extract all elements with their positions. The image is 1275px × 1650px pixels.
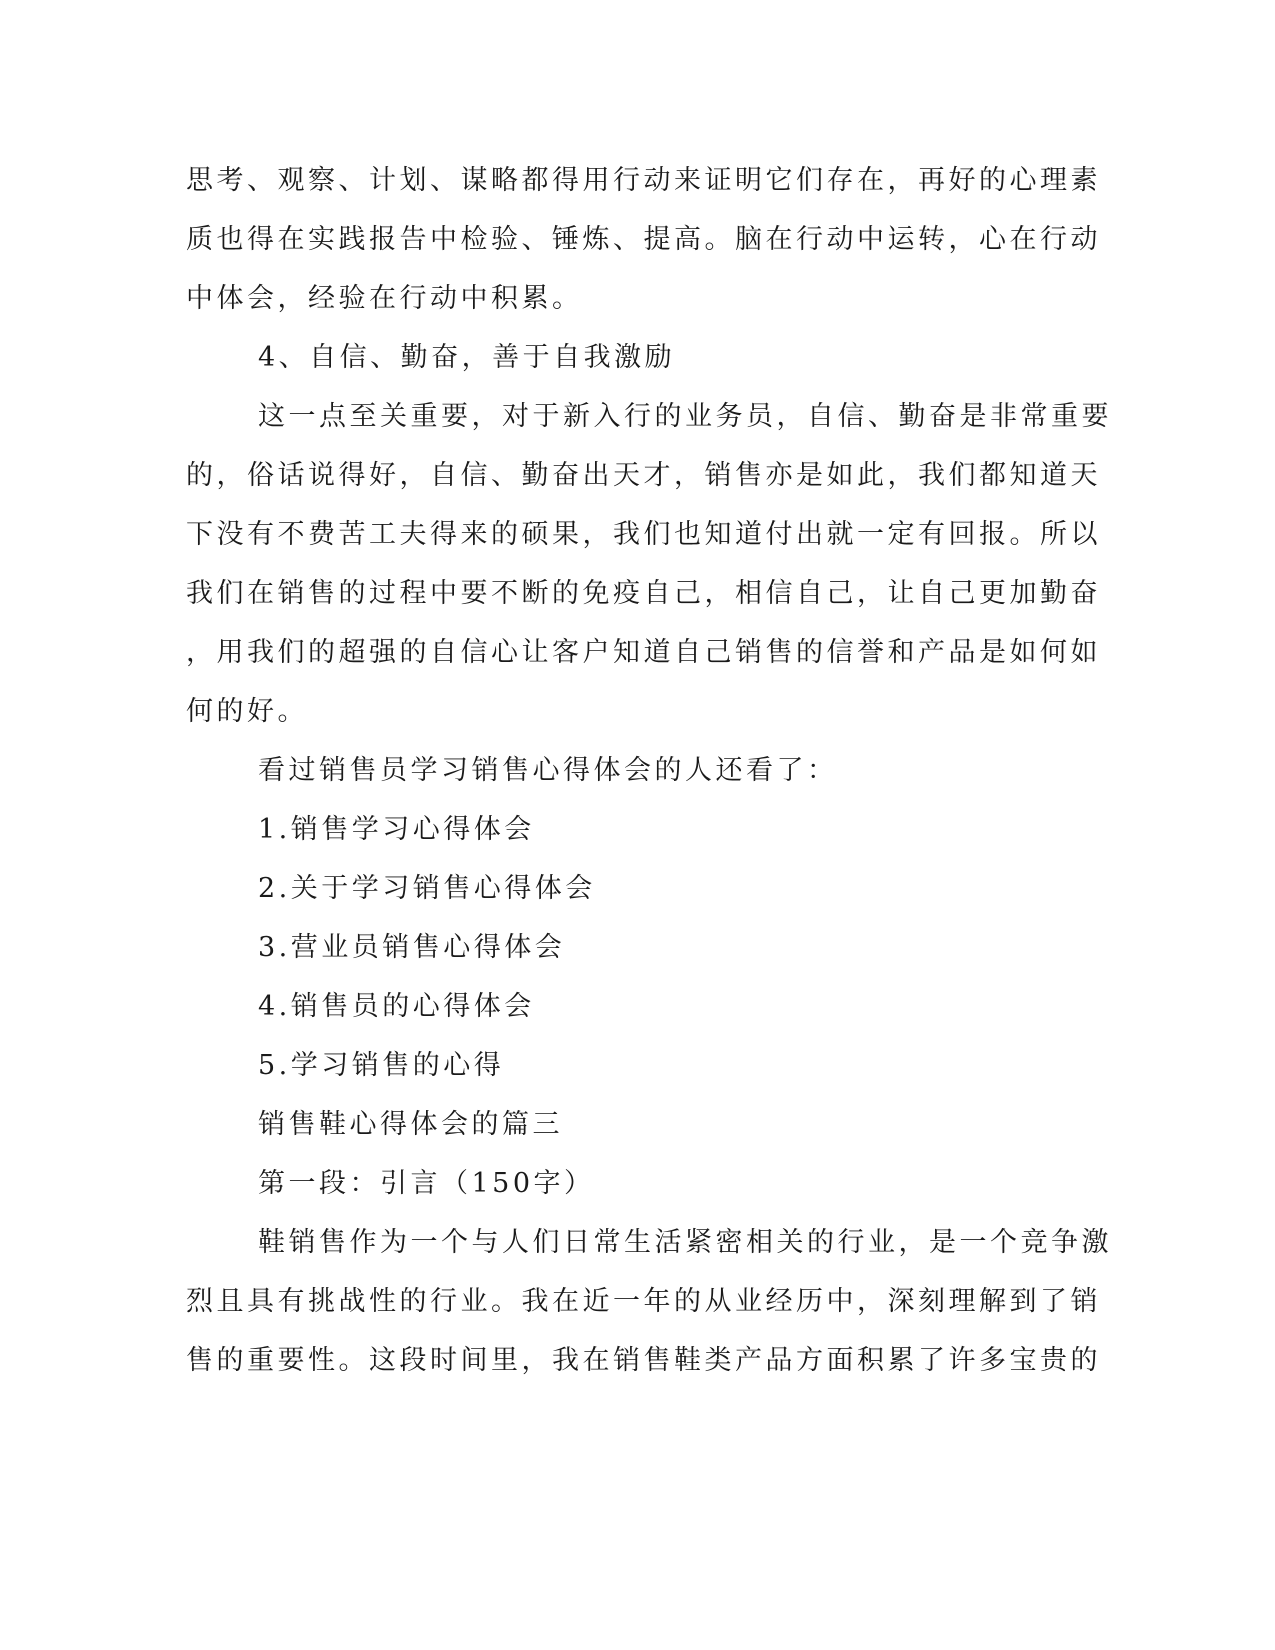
paragraph-line: 售的重要性。这段时间里，我在销售鞋类产品方面积累了许多宝贵的 bbox=[186, 1345, 1101, 1376]
paragraph-line: 质也得在实践报告中检验、锤炼、提高。脑在行动中运转，心在行动 bbox=[186, 224, 1101, 255]
paragraph-line: 这一点至关重要，对于新入行的业务员，自信、勤奋是非常重要 bbox=[258, 401, 1112, 432]
related-link[interactable]: 4.销售员的心得体会 bbox=[258, 991, 535, 1022]
related-link[interactable]: 5.学习销售的心得 bbox=[258, 1050, 505, 1081]
paragraph-line: 烈且具有挑战性的行业。我在近一年的从业经历中，深刻理解到了销 bbox=[186, 1286, 1101, 1317]
paragraph-line: 的，俗话说得好，自信、勤奋出天才，销售亦是如此，我们都知道天 bbox=[186, 460, 1101, 491]
paragraph-line: 思考、观察、计划、谋略都得用行动来证明它们存在，再好的心理素 bbox=[186, 165, 1101, 196]
section-heading: 第一段：引言（150字） bbox=[258, 1168, 595, 1199]
paragraph-line: 何的好。 bbox=[186, 696, 308, 727]
paragraph-line: ，用我们的超强的自信心让客户知道自己销售的信誉和产品是如何如 bbox=[186, 637, 1101, 668]
related-link[interactable]: 1.销售学习心得体会 bbox=[258, 814, 535, 845]
paragraph-line: 我们在销售的过程中要不断的免疫自己，相信自己，让自己更加勤奋 bbox=[186, 578, 1101, 609]
chapter-title: 销售鞋心得体会的篇三 bbox=[258, 1109, 563, 1140]
paragraph-line: 鞋销售作为一个与人们日常生活紧密相关的行业，是一个竞争激 bbox=[258, 1227, 1112, 1258]
section-heading: 4、自信、勤奋，善于自我激励 bbox=[258, 342, 676, 373]
paragraph-line: 中体会，经验在行动中积累。 bbox=[186, 283, 583, 314]
paragraph-line: 下没有不费苦工夫得来的硕果，我们也知道付出就一定有回报。所以 bbox=[186, 519, 1101, 550]
related-heading: 看过销售员学习销售心得体会的人还看了： bbox=[258, 755, 838, 786]
related-link[interactable]: 2.关于学习销售心得体会 bbox=[258, 873, 596, 904]
related-link[interactable]: 3.营业员销售心得体会 bbox=[258, 932, 566, 963]
